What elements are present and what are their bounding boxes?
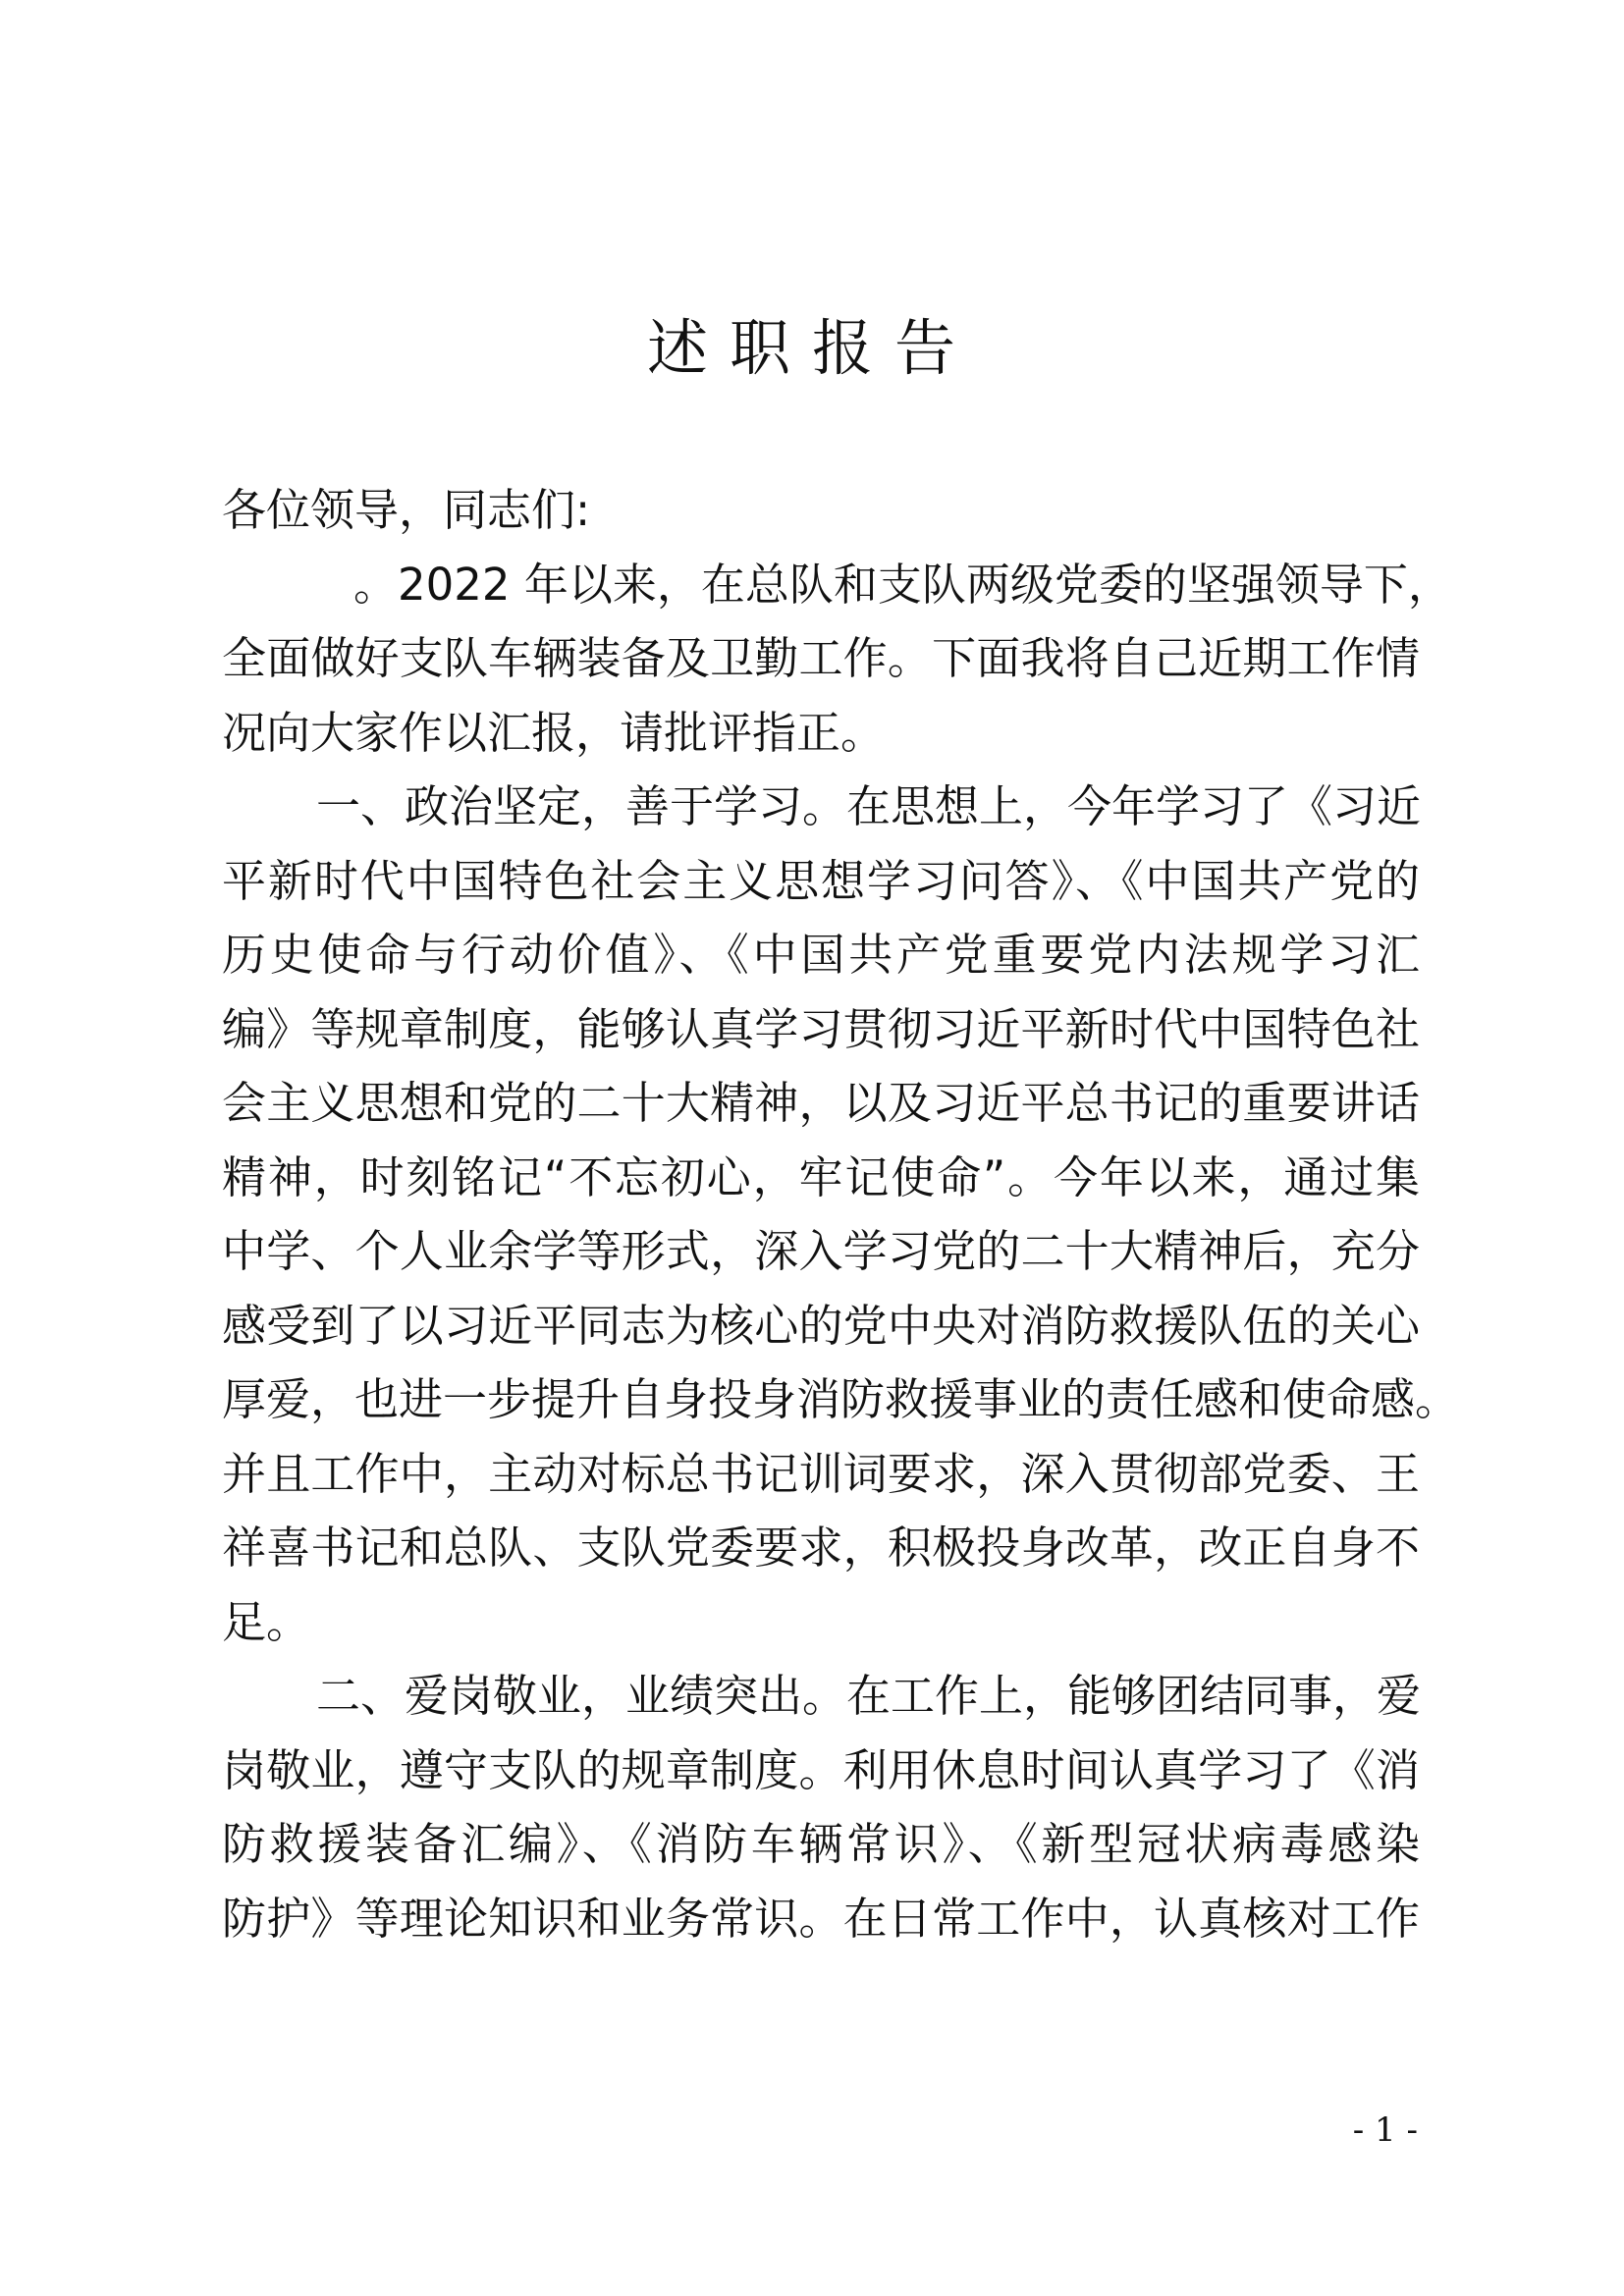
paragraph-line: 祥喜书记和总队、支队党委要求，积极投身改革，改正自身不 — [222, 1522, 1420, 1574]
paragraph-line: 况向大家作以汇报，请批评指正。 — [222, 706, 886, 759]
page-number: - 1 - — [1352, 2110, 1418, 2150]
paragraph-line: 防护》等理论知识和业务常识。在日常工作中，认真核对工作 — [222, 1892, 1420, 1945]
paragraph-line: 。2022 年以来，在总队和支队两级党委的坚强领导下， — [353, 558, 1452, 611]
paragraph-line: 全面做好支队车辆装备及卫勤工作。下面我将自己近期工作情 — [222, 632, 1420, 684]
paragraph-line: 足。 — [222, 1595, 311, 1648]
section-two-heading-line: 二、爱岗敬业，业绩突出。在工作上，能够团结同事，爱 — [316, 1670, 1422, 1722]
document-title: 述职报告 — [646, 312, 977, 384]
document-body — [222, 473, 1460, 1955]
paragraph-line: 防救援装备汇编》、《消防车辆常识》、《新型冠状病毒感染 — [222, 1818, 1420, 1870]
salutation-line: 各位领导，同志们: — [222, 484, 591, 536]
paragraph-line: 中学、个人业余学等形式，深入学习党的二十大精神后，充分 — [222, 1225, 1420, 1277]
paragraph-line: 感受到了以习近平同志为核心的党中央对消防救援队伍的关心 — [222, 1299, 1420, 1352]
paragraph-line: 历史使命与行动价值》、《中国共产党重要党内法规学习汇 — [222, 929, 1420, 981]
paragraph-line: 岗敬业，遵守支队的规章制度。利用休息时间认真学习了《消 — [222, 1743, 1420, 1796]
paragraph-line: 精神，时刻铭记“不忘初心，牢记使命”。今年以来，通过集 — [222, 1150, 1420, 1203]
paragraph-line: 厚爱，也进一步提升自身投身消防救援事业的责任感和使命感。 — [222, 1373, 1460, 1425]
paragraph-line: 并且工作中，主动对标总书记训词要求，深入贯彻部党委、王 — [222, 1447, 1420, 1500]
paragraph-line: 编》等规章制度，能够认真学习贯彻习近平新时代中国特色社 — [222, 1002, 1420, 1055]
paragraph-line: 会主义思想和党的二十大精神，以及习近平总书记的重要讲话 — [222, 1077, 1420, 1129]
paragraph-line: 平新时代中国特色社会主义思想学习问答》、《中国共产党的 — [222, 854, 1420, 907]
section-one-heading-line: 一、政治坚定，善于学习。在思想上，今年学习了《习近 — [316, 780, 1422, 832]
